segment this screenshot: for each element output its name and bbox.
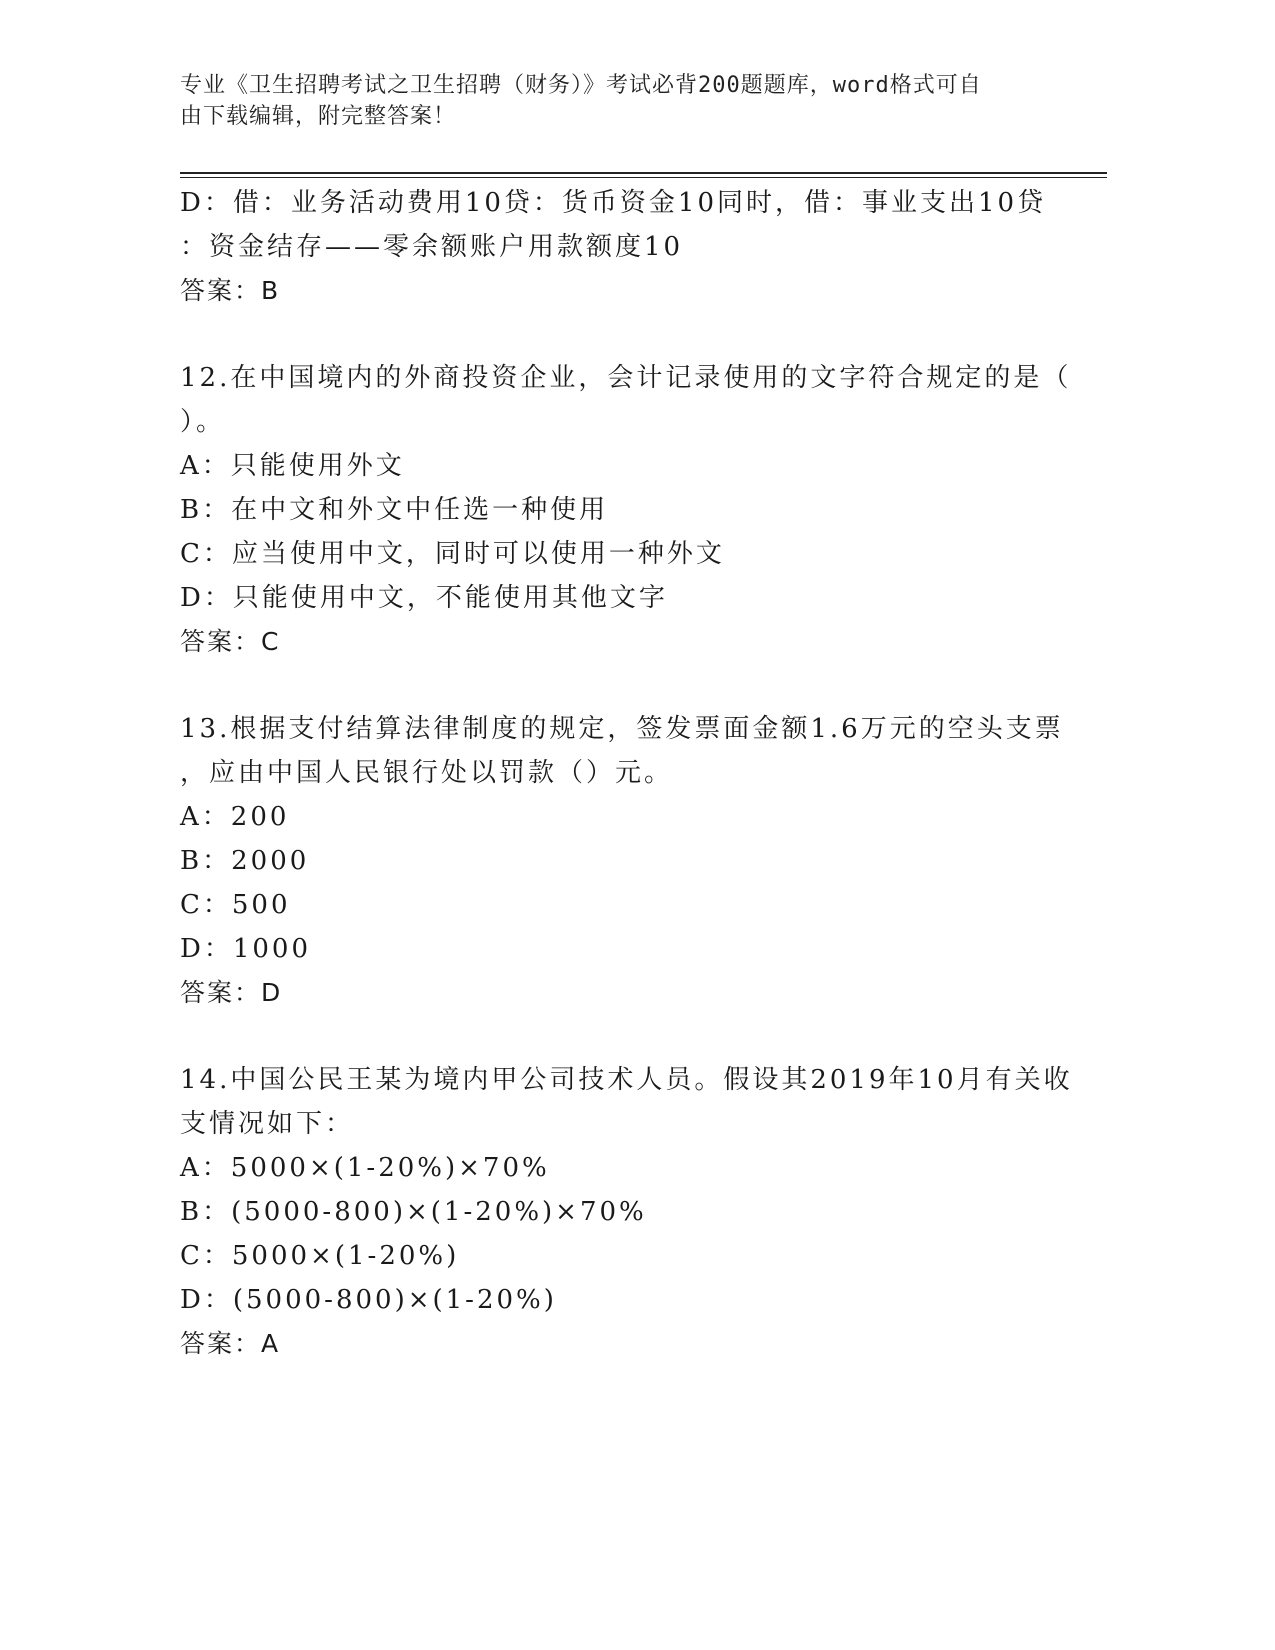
option-a: A：200	[180, 802, 290, 832]
question-12	[180, 356, 1072, 664]
option-d-line-1: D：借：业务活动费用10贷：货币资金10同时，借：事业支出10贷	[180, 188, 1047, 218]
question-stem-line-2: 支情况如下：	[180, 1109, 355, 1139]
header-line-1: 专业《卫生招聘考试之卫生招聘（财务）》考试必背200题题库，word格式可自	[180, 73, 982, 98]
question-stem-line-1: 14.中国公民王某为境内甲公司技术人员。假设其2019年10月有关收	[180, 1065, 1073, 1095]
option-d-line-2: ：资金结存——零余额账户用款额度10	[180, 232, 684, 262]
question-content	[180, 181, 1073, 1366]
option-a: A：5000×(1-20%)×70%	[180, 1153, 550, 1183]
question-stem-line-1: 13.根据支付结算法律制度的规定，签发票面金额1.6万元的空头支票	[180, 714, 1064, 744]
header-divider-thin	[180, 177, 1107, 178]
option-d: D：1000	[180, 934, 312, 964]
answer-line: 答案：A	[180, 1329, 281, 1358]
question-13	[180, 707, 1064, 1015]
question-stem-line-2: ，应由中国人民银行处以罚款（）元。	[180, 758, 674, 788]
question-stem-line-1: 12.在中国境内的外商投资企业，会计记录使用的文字符合规定的是（	[180, 363, 1072, 393]
option-d: D：(5000-800)×(1-20%)	[180, 1285, 557, 1315]
option-c: C：500	[180, 890, 291, 920]
spacer	[180, 664, 1040, 707]
answer-line: 答案：D	[180, 978, 283, 1007]
option-c: C：应当使用中文，同时可以使用一种外文	[180, 539, 725, 569]
spacer	[180, 313, 1040, 356]
spacer	[180, 1015, 1040, 1058]
answer-line: 答案：C	[180, 627, 281, 656]
option-d: D：只能使用中文，不能使用其他文字	[180, 583, 668, 613]
question-stem-line-2: ）。	[180, 407, 226, 437]
option-c: C：5000×(1-20%)	[180, 1241, 460, 1271]
answer-line: 答案：B	[180, 276, 281, 305]
option-b: B：2000	[180, 846, 310, 876]
option-b: B：在中文和外文中任选一种使用	[180, 495, 609, 525]
question-14	[180, 1058, 1073, 1366]
option-b: B：(5000-800)×(1-20%)×70%	[180, 1197, 647, 1227]
option-a: A：只能使用外文	[180, 451, 405, 481]
previous-question-tail	[180, 181, 1047, 313]
header-divider-thick	[180, 172, 1107, 174]
document-header	[180, 70, 1040, 132]
header-line-2: 由下载编辑，附完整答案！	[180, 104, 457, 129]
